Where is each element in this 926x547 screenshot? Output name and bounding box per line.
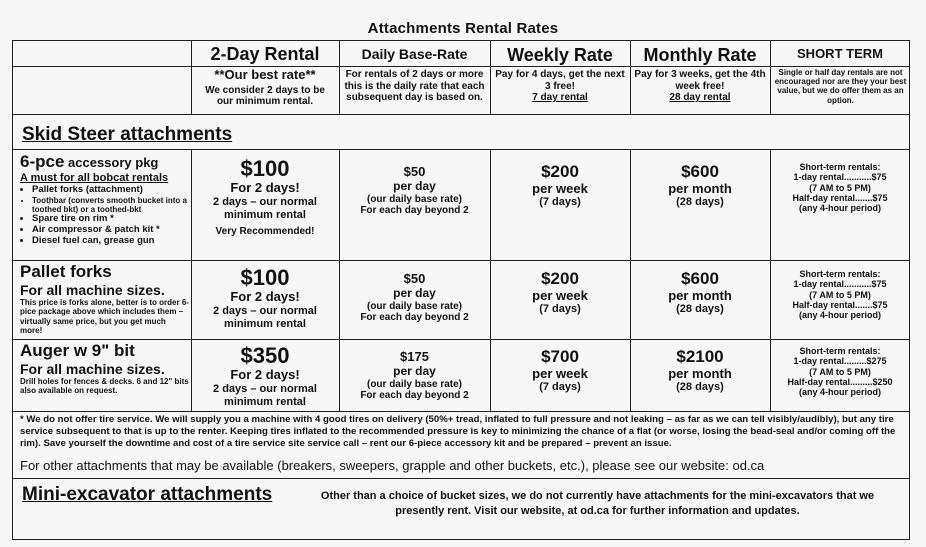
per-week: per week [532,180,588,196]
row-pallet-forks [20,262,190,336]
list-item: • Toothbar (converts smooth bucket into a toothed bkt) or a toothed-bkt [32,196,190,214]
for-2-days: For 2 days! [230,367,300,383]
weekly-days: (7 days) [539,381,581,394]
shortterm-halfday-time: (any 4-hour period) [798,387,881,398]
price-monthly: $600 [681,269,719,288]
each-day-beyond: For each day beyond 2 [360,312,469,324]
monthly-days: (28 days) [676,196,724,209]
per-month: per month [668,287,732,303]
for-2-days: For 2 days! [230,289,300,305]
page-title: Attachments Rental Rates [367,20,559,37]
min-rental-note: We consider 2 days to be our minimum rental. [205,84,325,108]
row-desc: Drill holes for fences & decks. 6 and 12" bits also available on request. [20,376,189,396]
divider [12,66,910,67]
price-weekly: $700 [541,347,579,366]
price-weekly: $200 [541,269,579,288]
list-item: • Spare tire on rim * [32,214,190,225]
row-name: Pallet forks [20,262,112,281]
each-day-beyond: For each day beyond 2 [360,205,469,217]
divider [12,260,910,261]
per-month: per month [668,180,732,196]
price-daily: $50 [403,271,426,286]
price-daily: $175 [400,349,429,364]
shortterm-head: Short-term rentals: [799,269,881,279]
accessory-list [20,185,190,247]
for-2-days: For 2 days! [230,180,300,196]
shortterm-1day-time: (7 AM to 5 PM) [809,366,871,377]
divider [12,149,910,150]
list-item: • Diesel fuel can, grease gun [32,236,190,247]
shortterm-halfday-time: (any 4-hour period) [798,310,881,321]
price-weekly: $200 [541,162,579,181]
divider [12,114,910,115]
mini-excavator-text: Other than a choice of bucket sizes, we do not currently have attachments for the mini-excavators that we presently rent. Visit our website, at od.ca for further information and updates. [320,490,875,517]
min-rental-text: 2 days – our normal minimum rental [213,305,317,330]
divider [12,339,910,340]
row-subtitle: For all machine sizes. [20,281,165,298]
weekly-days: (7 days) [539,196,581,209]
price-monthly: $2100 [676,347,724,366]
list-item: • Air compressor & patch kit * [32,225,190,236]
row-accessory-pkg [20,152,190,247]
shortterm-halfday: Half-day rental.......$75 [792,300,888,311]
price-monthly: $600 [681,162,719,181]
price-daily: $50 [403,164,426,179]
weekly-duration: 7 day rental [532,92,588,103]
per-day: per day [393,285,436,300]
daily-base-note: (our daily base rate) [366,193,463,205]
row-subtitle: For all machine sizes. [20,360,165,377]
row-desc: This price is forks alone, better is to order 6-pice package above which includes them – virtually same price, but you get much more! [20,297,189,336]
best-rate-label: **Our best rate** [214,67,316,82]
col-header-weekly: Weekly Rate [507,45,613,65]
weekly-days: (7 days) [539,303,581,316]
shortterm-halfday: Half-day rental.......$75 [792,193,888,204]
shortterm-1day-time: (7 AM to 5 PM) [809,289,871,300]
section-skid-steer: Skid Steer attachments [22,124,233,145]
shortterm-head: Short-term rentals: [799,162,881,172]
shortterm-1day: 1-day rental.........$275 [793,356,887,367]
row-name: Auger w 9" bit [20,341,135,360]
daily-base-note: (our daily base rate) [366,378,463,390]
price-2day: $100 [240,156,290,181]
shortterm-halfday: Half-day rental.........$250 [787,377,893,388]
divider [12,411,910,412]
row-name: 6-pce [20,152,65,171]
price-2day: $350 [240,343,290,368]
monthly-desc: Pay for 3 weeks, get the 4th week free! [634,69,766,92]
section-mini-excavator: Mini-excavator attachments [22,484,273,505]
shortterm-1day: 1-day rental...........$75 [793,279,887,290]
col-header-shortterm: SHORT TERM [797,46,883,61]
per-week: per week [532,287,588,303]
per-day: per day [393,363,436,378]
monthly-duration: 28 day rental [669,92,731,103]
other-attachments-note: For other attachments that may be available (breakers, sweepers, grapple and other buckets, etc.), please see our website: od.ca [20,458,765,473]
list-item: • Pallet forks (attachment) [32,185,190,196]
per-day: per day [393,178,436,193]
weekly-desc: Pay for 4 days, get the next 3 free! [495,69,625,92]
shortterm-1day: 1-day rental...........$75 [793,172,887,183]
shortterm-1day-time: (7 AM to 5 PM) [809,182,871,193]
each-day-beyond: For each day beyond 2 [360,390,469,402]
monthly-days: (28 days) [676,303,724,316]
row-name-suffix: accessory pkg [64,155,159,170]
row-auger [20,341,190,396]
daily-base-note: (our daily base rate) [366,300,463,312]
col-header-monthly: Monthly Rate [643,45,757,65]
per-week: per week [532,365,588,381]
price-2day: $100 [240,265,290,290]
per-month: per month [668,365,732,381]
monthly-days: (28 days) [676,381,724,394]
shortterm-head: Short-term rentals: [799,346,881,356]
row-tagline: A must for all bobcat rentals [20,172,169,185]
divider [12,478,910,479]
shortterm-desc: Single or half day rentals are not encouraged nor are they your best value, but we do offer them as an option. [774,68,907,105]
daily-rate-desc: For rentals of 2 days or more this is the daily rate that each subsequent day is based on. [344,69,485,103]
tire-service-note: * We do not offer tire service. We will supply you a machine with 4 good tires on delivery (50%+ tread, inflated to full pressure and not leaking – as far as we can tell visibly/audibly), but any tire service subsequent to that is up to the renter. Keeping tires inflated to the recommended pressure is key to minimizing the chance of a flat (or worse, losing the bead-seal and/or coming off the rim). Save yourself the downtime and cost of a tire service site service call – rent our 6-piece accessory kit and be prepared – prevent an issue. [20,414,896,449]
col-header-2day: 2-Day Rental [210,44,320,64]
col-header-daily: Daily Base-Rate [361,46,468,62]
recommended-label: Very Recommended! [215,225,315,237]
min-rental-text: 2 days – our normal minimum rental [213,383,317,408]
min-rental-text: 2 days – our normal minimum rental [213,196,317,221]
shortterm-halfday-time: (any 4-hour period) [798,203,881,214]
